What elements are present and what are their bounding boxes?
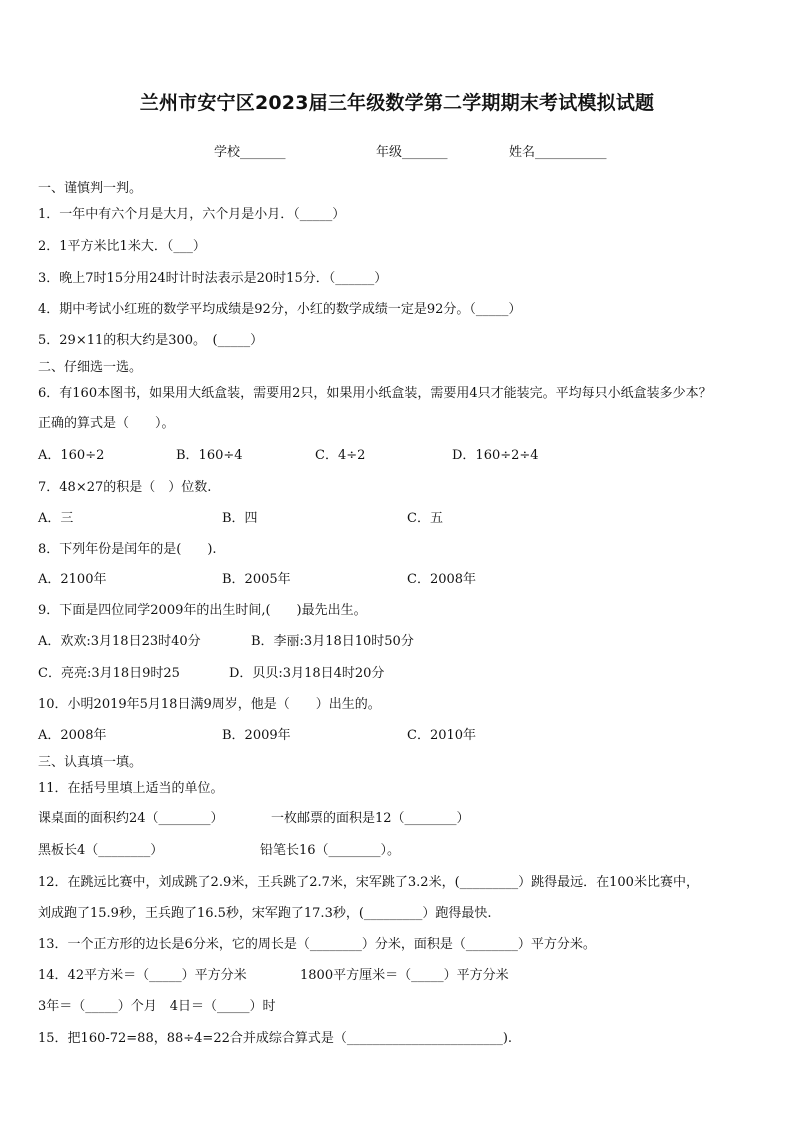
question-11-blank-d: 铅笔长16（________）。 <box>260 843 401 858</box>
question-6-line1: 6．有160本图书，如果用大纸盒装，需要用2只，如果用小纸盒装，需要用4只才能装完。平均每只小纸盒装多少本？ <box>38 386 712 401</box>
question-8-option-c: C．2008年 <box>407 572 477 587</box>
question-7: 7．48×27的积是（ ）位数. <box>38 480 212 495</box>
question-11: 11．在括号里填上适当的单位。 <box>38 781 224 796</box>
question-9: 9．下面是四位同学2009年的出生时间,( )最先出生。 <box>38 603 367 618</box>
question-14-part-b: 1800平方厘米＝（_____）平方分米 <box>300 968 509 983</box>
question-6-line2: 正确的算式是（ ）。 <box>38 416 175 431</box>
question-14-part-c: 3年＝（_____）个月 4日＝（_____）时 <box>38 999 276 1014</box>
question-8-option-a: A．2100年 <box>38 572 107 587</box>
question-10: 10．小明2019年5月18日满9周岁，他是（ ）出生的。 <box>38 697 381 712</box>
question-4: 4．期中考试小红班的数学平均成绩是92分，小红的数学成绩一定是92分。（_____） <box>38 302 522 317</box>
question-12-line2: 刘成跑了15.9秒，王兵跑了16.5秒，宋军跑了17.3秒，(_________）跑得最快. <box>38 906 492 921</box>
section-heading-choose: 二、仔细选一选。 <box>38 360 143 375</box>
grade-field: 年级_______ <box>376 145 448 160</box>
page-title: 兰州市安宁区2023届三年级数学第二学期期末考试模拟试题 <box>139 92 655 114</box>
question-9-option-b: B．李丽:3月18日10时50分 <box>251 634 414 649</box>
question-10-option-b: B．2009年 <box>222 728 291 743</box>
question-5: 5．29×11的积大约是300。 (_____） <box>38 333 264 348</box>
question-1: 1．一年中有六个月是大月，六个月是小月．（_____） <box>38 207 346 222</box>
section-heading-judge: 一、谨慎判一判。 <box>38 181 143 196</box>
question-7-option-c: C．五 <box>407 511 443 526</box>
question-12-line1: 12．在跳远比赛中，刘成跳了2.9米，王兵跳了2.7米，宋军跳了3.2米，(_________）跳得最远．在100米比赛中， <box>38 875 699 890</box>
question-10-option-c: C．2010年 <box>407 728 477 743</box>
school-field: 学校_______ <box>214 145 286 160</box>
question-6-option-a: A．160÷2 <box>38 448 105 463</box>
question-8: 8．下列年份是闰年的是( ). <box>38 542 217 557</box>
question-9-option-d: D．贝贝:3月18日4时20分 <box>229 666 385 681</box>
question-8-option-b: B．2005年 <box>222 572 291 587</box>
question-9-option-c: C．亮亮:3月18日9时25 <box>38 666 180 681</box>
question-6-option-d: D．160÷2÷4 <box>452 448 539 463</box>
question-11-blank-b: 一枚邮票的面积是12（________） <box>271 811 470 826</box>
name-field: 姓名___________ <box>509 145 607 160</box>
question-7-option-b: B．四 <box>222 511 258 526</box>
question-10-option-a: A．2008年 <box>38 728 107 743</box>
question-6-option-c: C．4÷2 <box>315 448 366 463</box>
question-3: 3．晚上7时15分用24时计时法表示是20时15分．（______） <box>38 271 388 286</box>
question-11-blank-a: 课桌面的面积约24（________） <box>38 811 224 826</box>
question-6-option-b: B．160÷4 <box>176 448 243 463</box>
question-2: 2．1平方米比1米大．（___） <box>38 239 206 254</box>
section-heading-fill: 三、认真填一填。 <box>38 755 143 770</box>
question-14-part-a: 14．42平方米＝（_____）平方分米 <box>38 968 247 983</box>
question-15: 15．把160-72=88，88÷4=22合并成综合算式是（________________________). <box>38 1031 513 1046</box>
question-7-option-a: A．三 <box>38 511 74 526</box>
question-13: 13．一个正方形的边长是6分米，它的周长是（________）分米，面积是（________）平方分米。 <box>38 937 596 952</box>
question-11-blank-c: 黑板长4（________） <box>38 843 164 858</box>
question-9-option-a: A．欢欢:3月18日23时40分 <box>38 634 201 649</box>
